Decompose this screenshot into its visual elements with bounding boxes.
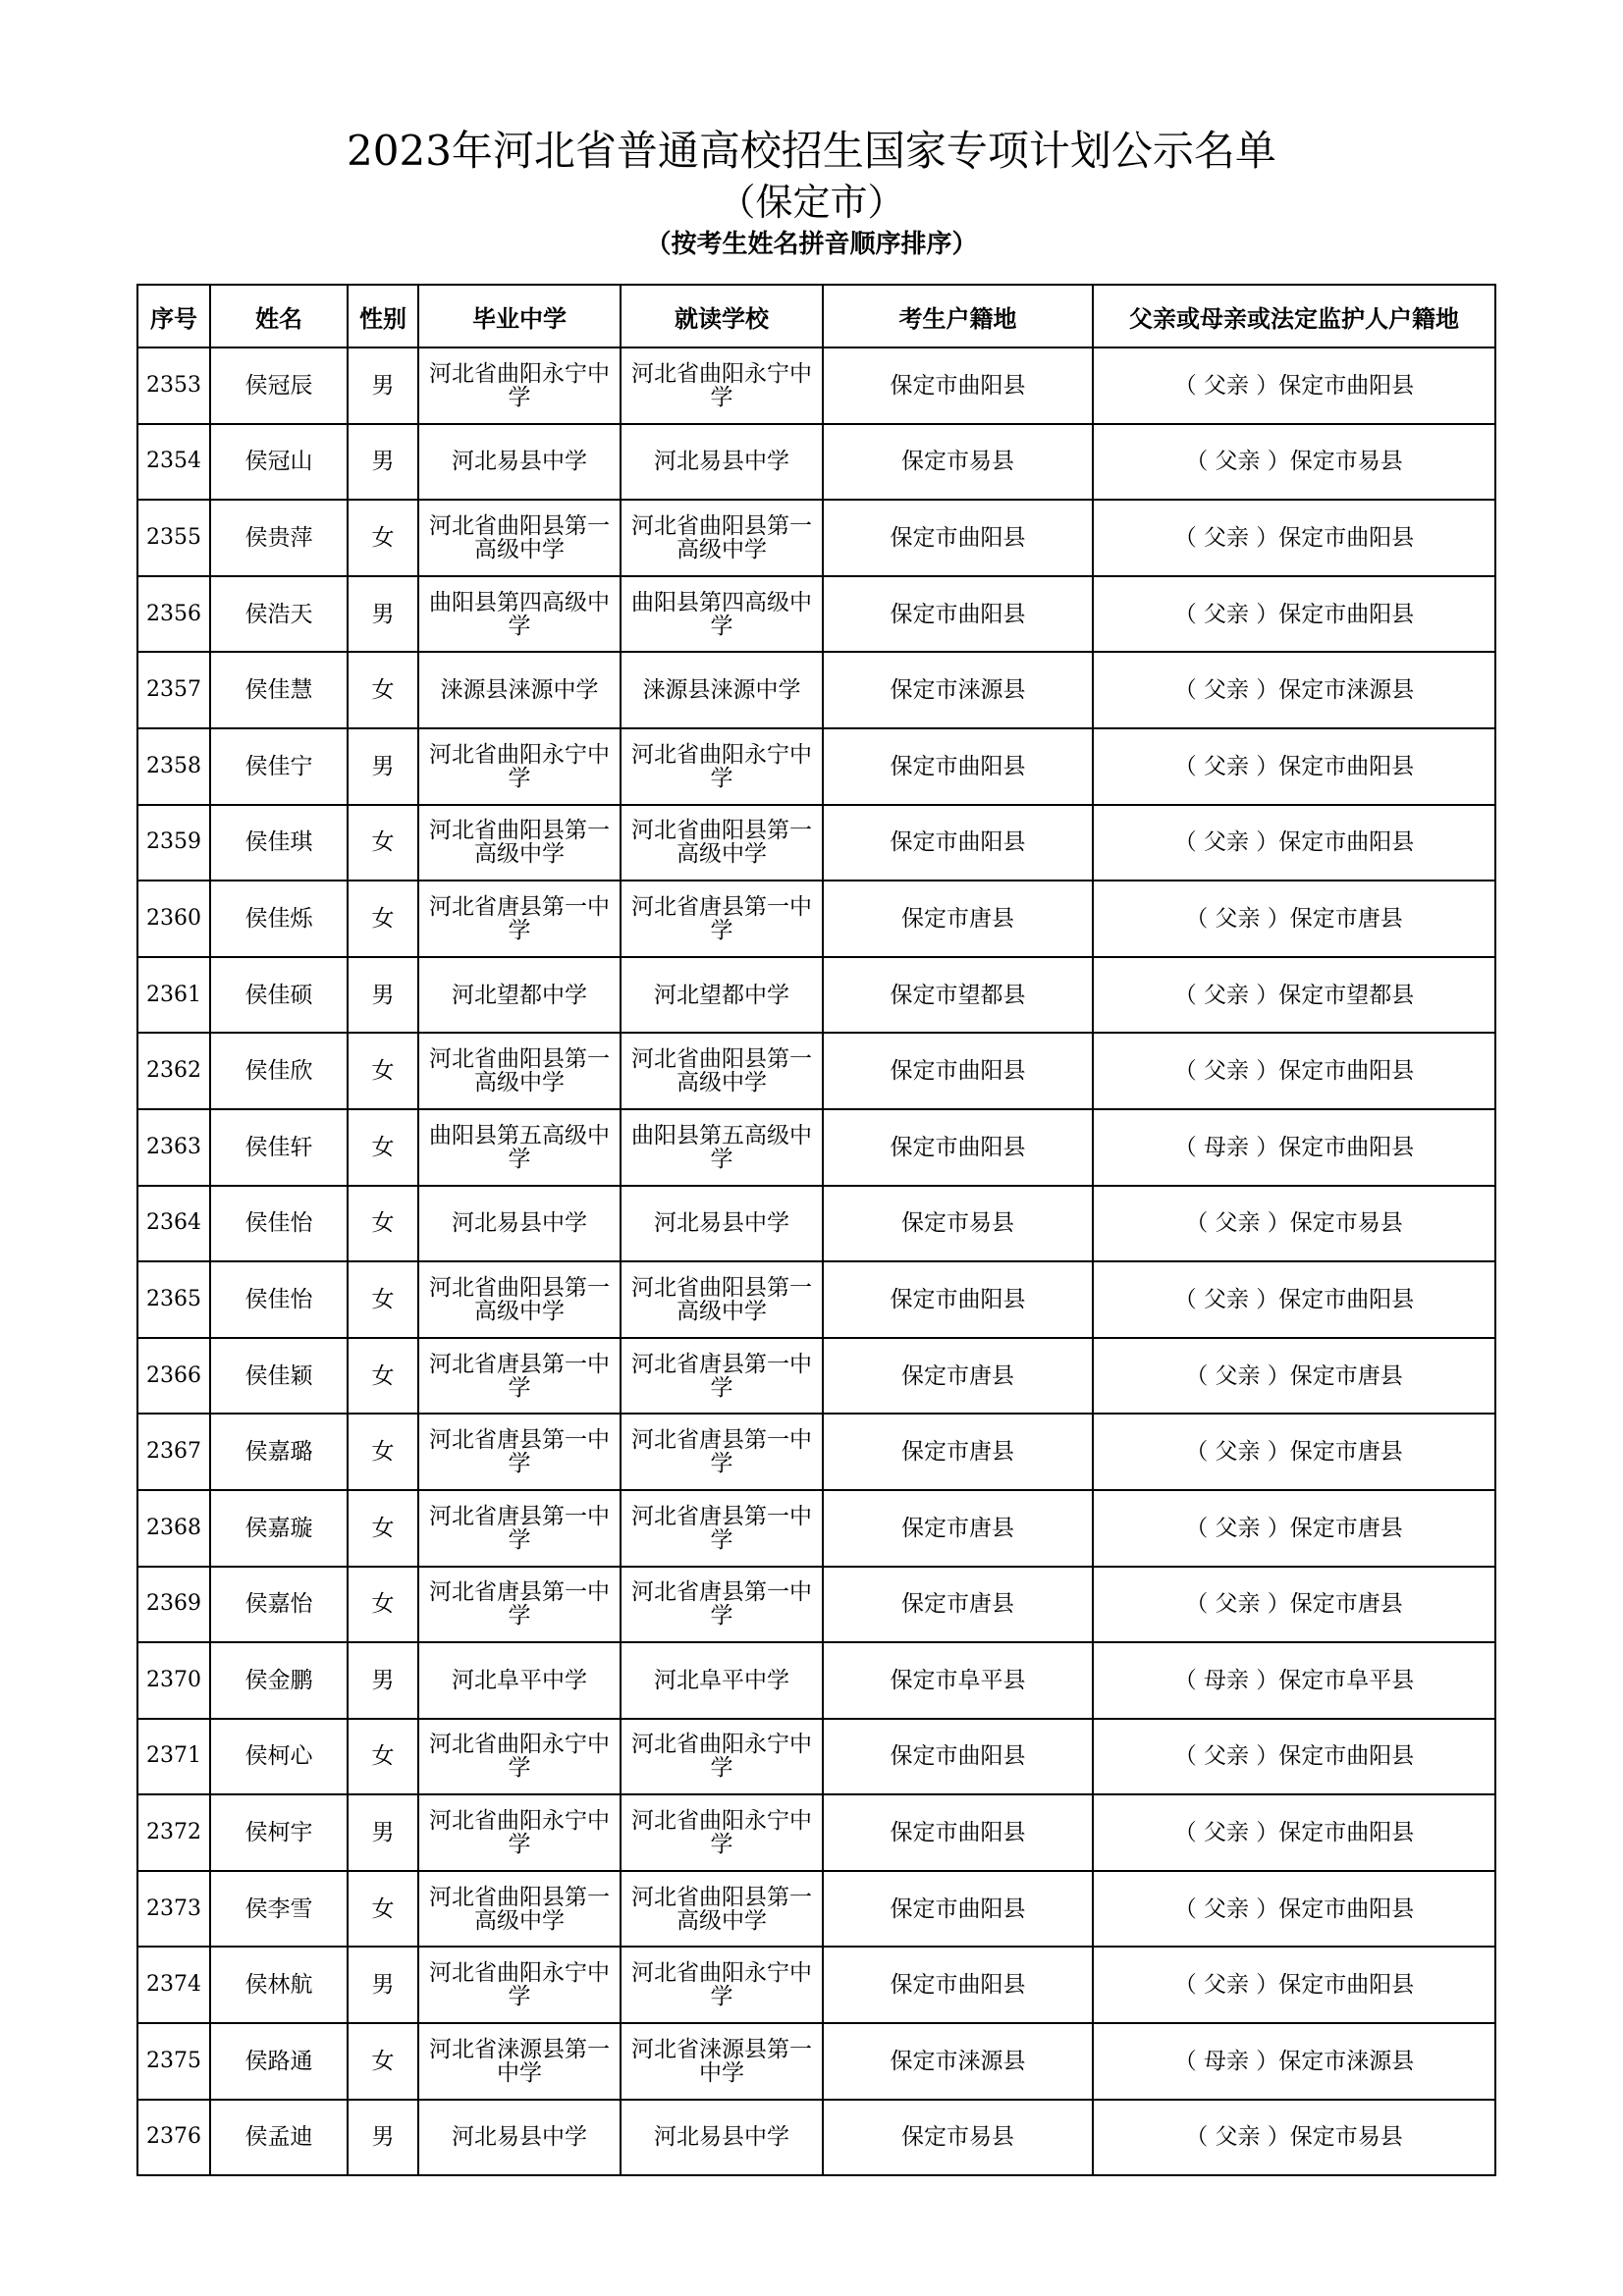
header-row [137,285,1495,347]
cell-graduation-school: 河北省唐县第一中学 [418,1338,621,1415]
cell-index: 2369 [137,1567,210,1643]
cell-gender: 女 [348,1414,418,1490]
cell-gender: 女 [348,1186,418,1262]
cell-gender: 男 [348,1794,418,1871]
cell-current-school: 曲阳县第五高级中学 [621,1109,823,1186]
cell-name: 侯孟迪 [210,2100,348,2176]
cell-current-school: 河北省曲阳县第一高级中学 [621,1871,823,1948]
cell-index: 2353 [137,347,210,424]
cell-index: 2367 [137,1414,210,1490]
cell-current-school: 曲阳县第四高级中学 [621,576,823,653]
col-header-graduation-school: 毕业中学 [418,285,621,347]
cell-graduation-school: 河北省曲阳县第一高级中学 [418,1871,621,1948]
cell-name: 侯冠辰 [210,347,348,424]
cell-household-registration: 保定市曲阳县 [823,805,1093,881]
cell-current-school: 河北省曲阳县第一高级中学 [621,500,823,576]
cell-name: 侯佳慧 [210,652,348,728]
table-row [137,347,1495,424]
cell-name: 侯佳琪 [210,805,348,881]
sort-note: （按考生姓名拼音顺序排序） [645,230,978,259]
table-row [137,1033,1495,1109]
table-row [137,728,1495,805]
cell-name: 侯佳轩 [210,1109,348,1186]
cell-index: 2368 [137,1490,210,1567]
cell-index: 2374 [137,1947,210,2023]
cell-household-registration: 保定市易县 [823,424,1093,501]
table-row [137,805,1495,881]
table-row [137,1261,1495,1338]
cell-household-registration: 保定市曲阳县 [823,1719,1093,1795]
cell-index: 2361 [137,957,210,1034]
table-row [137,1338,1495,1415]
cell-index: 2363 [137,1109,210,1186]
cell-gender: 女 [348,1033,418,1109]
cell-current-school: 河北省曲阳县第一高级中学 [621,1261,823,1338]
cell-name: 侯李雪 [210,1871,348,1948]
cell-current-school: 河北省唐县第一中学 [621,1338,823,1415]
cell-graduation-school: 河北省曲阳永宁中学 [418,347,621,424]
cell-index: 2358 [137,728,210,805]
cell-index: 2359 [137,805,210,881]
cell-graduation-school: 河北阜平中学 [418,1642,621,1719]
cell-guardian-registration: （ 父亲 ）保定市曲阳县 [1093,1947,1495,2023]
cell-gender: 女 [348,1719,418,1795]
cell-current-school: 河北易县中学 [621,1186,823,1262]
table-row [137,1567,1495,1643]
cell-household-registration: 保定市曲阳县 [823,1109,1093,1186]
cell-graduation-school: 河北省曲阳县第一高级中学 [418,500,621,576]
candidate-table [136,284,1496,2176]
cell-index: 2366 [137,1338,210,1415]
cell-graduation-school: 河北省曲阳永宁中学 [418,1719,621,1795]
cell-current-school: 河北省涞源县第一中学 [621,2023,823,2100]
cell-graduation-school: 河北省曲阳县第一高级中学 [418,1033,621,1109]
table-row [137,1947,1495,2023]
cell-graduation-school: 河北省曲阳永宁中学 [418,1947,621,2023]
cell-graduation-school: 河北省曲阳县第一高级中学 [418,805,621,881]
cell-graduation-school: 涞源县涞源中学 [418,652,621,728]
cell-current-school: 河北易县中学 [621,2100,823,2176]
cell-name: 侯佳怡 [210,1261,348,1338]
cell-guardian-registration: （ 父亲 ）保定市唐县 [1093,881,1495,957]
cell-name: 侯林航 [210,1947,348,2023]
cell-guardian-registration: （ 父亲 ）保定市涞源县 [1093,652,1495,728]
cell-name: 侯金鹏 [210,1642,348,1719]
cell-graduation-school: 河北省唐县第一中学 [418,1414,621,1490]
cell-household-registration: 保定市曲阳县 [823,1794,1093,1871]
cell-household-registration: 保定市曲阳县 [823,1033,1093,1109]
col-header-name: 姓名 [210,285,348,347]
cell-guardian-registration: （ 父亲 ）保定市易县 [1093,1186,1495,1262]
cell-graduation-school: 河北省曲阳永宁中学 [418,1794,621,1871]
table-row [137,1794,1495,1871]
cell-gender: 女 [348,2023,418,2100]
cell-current-school: 河北望都中学 [621,957,823,1034]
cell-current-school: 河北省曲阳永宁中学 [621,1947,823,2023]
table-row [137,881,1495,957]
table-row [137,576,1495,653]
cell-guardian-registration: （ 父亲 ）保定市曲阳县 [1093,1719,1495,1795]
cell-graduation-school: 河北易县中学 [418,1186,621,1262]
cell-guardian-registration: （ 父亲 ）保定市曲阳县 [1093,500,1495,576]
document-subtitle: （保定市） [718,181,905,224]
document-title: 2023年河北省普通高校招生国家专项计划公示名单 [347,127,1276,175]
cell-household-registration: 保定市曲阳县 [823,500,1093,576]
cell-name: 侯路通 [210,2023,348,2100]
col-header-guardian-registration: 父亲或母亲或法定监护人户籍地 [1093,285,1495,347]
col-header-current-school: 就读学校 [621,285,823,347]
cell-gender: 女 [348,1261,418,1338]
cell-household-registration: 保定市易县 [823,1186,1093,1262]
table-row [137,1719,1495,1795]
cell-guardian-registration: （ 父亲 ）保定市曲阳县 [1093,728,1495,805]
cell-household-registration: 保定市曲阳县 [823,1947,1093,2023]
cell-index: 2360 [137,881,210,957]
cell-graduation-school: 河北省曲阳县第一高级中学 [418,1261,621,1338]
cell-guardian-registration: （ 父亲 ）保定市曲阳县 [1093,347,1495,424]
cell-graduation-school: 河北易县中学 [418,2100,621,2176]
cell-graduation-school: 河北省唐县第一中学 [418,1490,621,1567]
cell-guardian-registration: （ 父亲 ）保定市唐县 [1093,1490,1495,1567]
cell-name: 侯佳烁 [210,881,348,957]
cell-gender: 男 [348,347,418,424]
cell-gender: 男 [348,576,418,653]
cell-household-registration: 保定市涞源县 [823,2023,1093,2100]
cell-gender: 女 [348,805,418,881]
cell-name: 侯嘉璇 [210,1490,348,1567]
cell-household-registration: 保定市曲阳县 [823,728,1093,805]
cell-index: 2372 [137,1794,210,1871]
cell-graduation-school: 河北省唐县第一中学 [418,1567,621,1643]
cell-name: 侯柯心 [210,1719,348,1795]
table-row [137,2023,1495,2100]
cell-household-registration: 保定市唐县 [823,1338,1093,1415]
cell-gender: 女 [348,881,418,957]
cell-gender: 男 [348,728,418,805]
cell-name: 侯佳硕 [210,957,348,1034]
cell-gender: 男 [348,1642,418,1719]
cell-index: 2354 [137,424,210,501]
cell-graduation-school: 曲阳县第四高级中学 [418,576,621,653]
cell-name: 侯佳欣 [210,1033,348,1109]
cell-gender: 女 [348,1109,418,1186]
cell-graduation-school: 河北省曲阳永宁中学 [418,728,621,805]
cell-name: 侯贵萍 [210,500,348,576]
cell-current-school: 河北省曲阳永宁中学 [621,1794,823,1871]
cell-index: 2371 [137,1719,210,1795]
table-row [137,1414,1495,1490]
cell-gender: 男 [348,1947,418,2023]
cell-name: 侯佳怡 [210,1186,348,1262]
cell-graduation-school: 河北易县中学 [418,424,621,501]
cell-household-registration: 保定市曲阳县 [823,1261,1093,1338]
cell-current-school: 河北省曲阳县第一高级中学 [621,805,823,881]
cell-guardian-registration: （ 父亲 ）保定市曲阳县 [1093,576,1495,653]
cell-name: 侯柯宇 [210,1794,348,1871]
cell-graduation-school: 河北省涞源县第一中学 [418,2023,621,2100]
table-row [137,500,1495,576]
cell-graduation-school: 曲阳县第五高级中学 [418,1109,621,1186]
table-row [137,957,1495,1034]
cell-index: 2365 [137,1261,210,1338]
cell-name: 侯佳颖 [210,1338,348,1415]
cell-index: 2375 [137,2023,210,2100]
cell-current-school: 河北省曲阳永宁中学 [621,1719,823,1795]
cell-current-school: 河北省曲阳永宁中学 [621,728,823,805]
cell-guardian-registration: （ 父亲 ）保定市曲阳县 [1093,1794,1495,1871]
cell-name: 侯嘉璐 [210,1414,348,1490]
cell-household-registration: 保定市曲阳县 [823,347,1093,424]
cell-index: 2362 [137,1033,210,1109]
cell-name: 侯浩天 [210,576,348,653]
table-row [137,1871,1495,1948]
cell-guardian-registration: （ 父亲 ）保定市唐县 [1093,1414,1495,1490]
cell-guardian-registration: （ 父亲 ）保定市曲阳县 [1093,805,1495,881]
cell-gender: 女 [348,1490,418,1567]
cell-graduation-school: 河北省唐县第一中学 [418,881,621,957]
cell-current-school: 涞源县涞源中学 [621,652,823,728]
cell-index: 2376 [137,2100,210,2176]
cell-guardian-registration: （ 父亲 ）保定市曲阳县 [1093,1033,1495,1109]
cell-name: 侯佳宁 [210,728,348,805]
cell-guardian-registration: （ 父亲 ）保定市唐县 [1093,1338,1495,1415]
cell-gender: 女 [348,1338,418,1415]
cell-household-registration: 保定市唐县 [823,1414,1093,1490]
cell-guardian-registration: （ 母亲 ）保定市阜平县 [1093,1642,1495,1719]
cell-current-school: 河北省唐县第一中学 [621,1567,823,1643]
cell-current-school: 河北省曲阳县第一高级中学 [621,1033,823,1109]
cell-household-registration: 保定市唐县 [823,1490,1093,1567]
cell-gender: 女 [348,1567,418,1643]
cell-gender: 女 [348,1871,418,1948]
table-row [137,652,1495,728]
cell-name: 侯冠山 [210,424,348,501]
cell-index: 2355 [137,500,210,576]
table-row [137,2100,1495,2176]
table-row [137,1109,1495,1186]
cell-guardian-registration: （ 母亲 ）保定市曲阳县 [1093,1109,1495,1186]
cell-household-registration: 保定市易县 [823,2100,1093,2176]
cell-current-school: 河北省唐县第一中学 [621,1490,823,1567]
cell-index: 2370 [137,1642,210,1719]
cell-current-school: 河北省曲阳永宁中学 [621,347,823,424]
cell-index: 2364 [137,1186,210,1262]
cell-index: 2356 [137,576,210,653]
cell-gender: 女 [348,500,418,576]
cell-gender: 男 [348,424,418,501]
cell-guardian-registration: （ 父亲 ）保定市唐县 [1093,1567,1495,1643]
cell-guardian-registration: （ 父亲 ）保定市易县 [1093,2100,1495,2176]
cell-household-registration: 保定市涞源县 [823,652,1093,728]
cell-household-registration: 保定市唐县 [823,1567,1093,1643]
cell-gender: 男 [348,2100,418,2176]
table-row [137,1490,1495,1567]
table-row [137,1642,1495,1719]
cell-household-registration: 保定市望都县 [823,957,1093,1034]
col-header-index: 序号 [137,285,210,347]
cell-current-school: 河北省唐县第一中学 [621,1414,823,1490]
col-header-gender: 性别 [348,285,418,347]
cell-gender: 男 [348,957,418,1034]
col-header-household-registration: 考生户籍地 [823,285,1093,347]
cell-household-registration: 保定市曲阳县 [823,576,1093,653]
cell-guardian-registration: （ 父亲 ）保定市曲阳县 [1093,1261,1495,1338]
cell-guardian-registration: （ 母亲 ）保定市涞源县 [1093,2023,1495,2100]
table-row [137,1186,1495,1262]
cell-current-school: 河北阜平中学 [621,1642,823,1719]
cell-index: 2357 [137,652,210,728]
cell-guardian-registration: （ 父亲 ）保定市曲阳县 [1093,1871,1495,1948]
cell-household-registration: 保定市唐县 [823,881,1093,957]
cell-name: 侯嘉怡 [210,1567,348,1643]
cell-graduation-school: 河北望都中学 [418,957,621,1034]
cell-guardian-registration: （ 父亲 ）保定市望都县 [1093,957,1495,1034]
table-row [137,424,1495,501]
cell-gender: 女 [348,652,418,728]
cell-current-school: 河北易县中学 [621,424,823,501]
cell-current-school: 河北省唐县第一中学 [621,881,823,957]
cell-household-registration: 保定市阜平县 [823,1642,1093,1719]
cell-guardian-registration: （ 父亲 ）保定市易县 [1093,424,1495,501]
cell-household-registration: 保定市曲阳县 [823,1871,1093,1948]
cell-index: 2373 [137,1871,210,1948]
